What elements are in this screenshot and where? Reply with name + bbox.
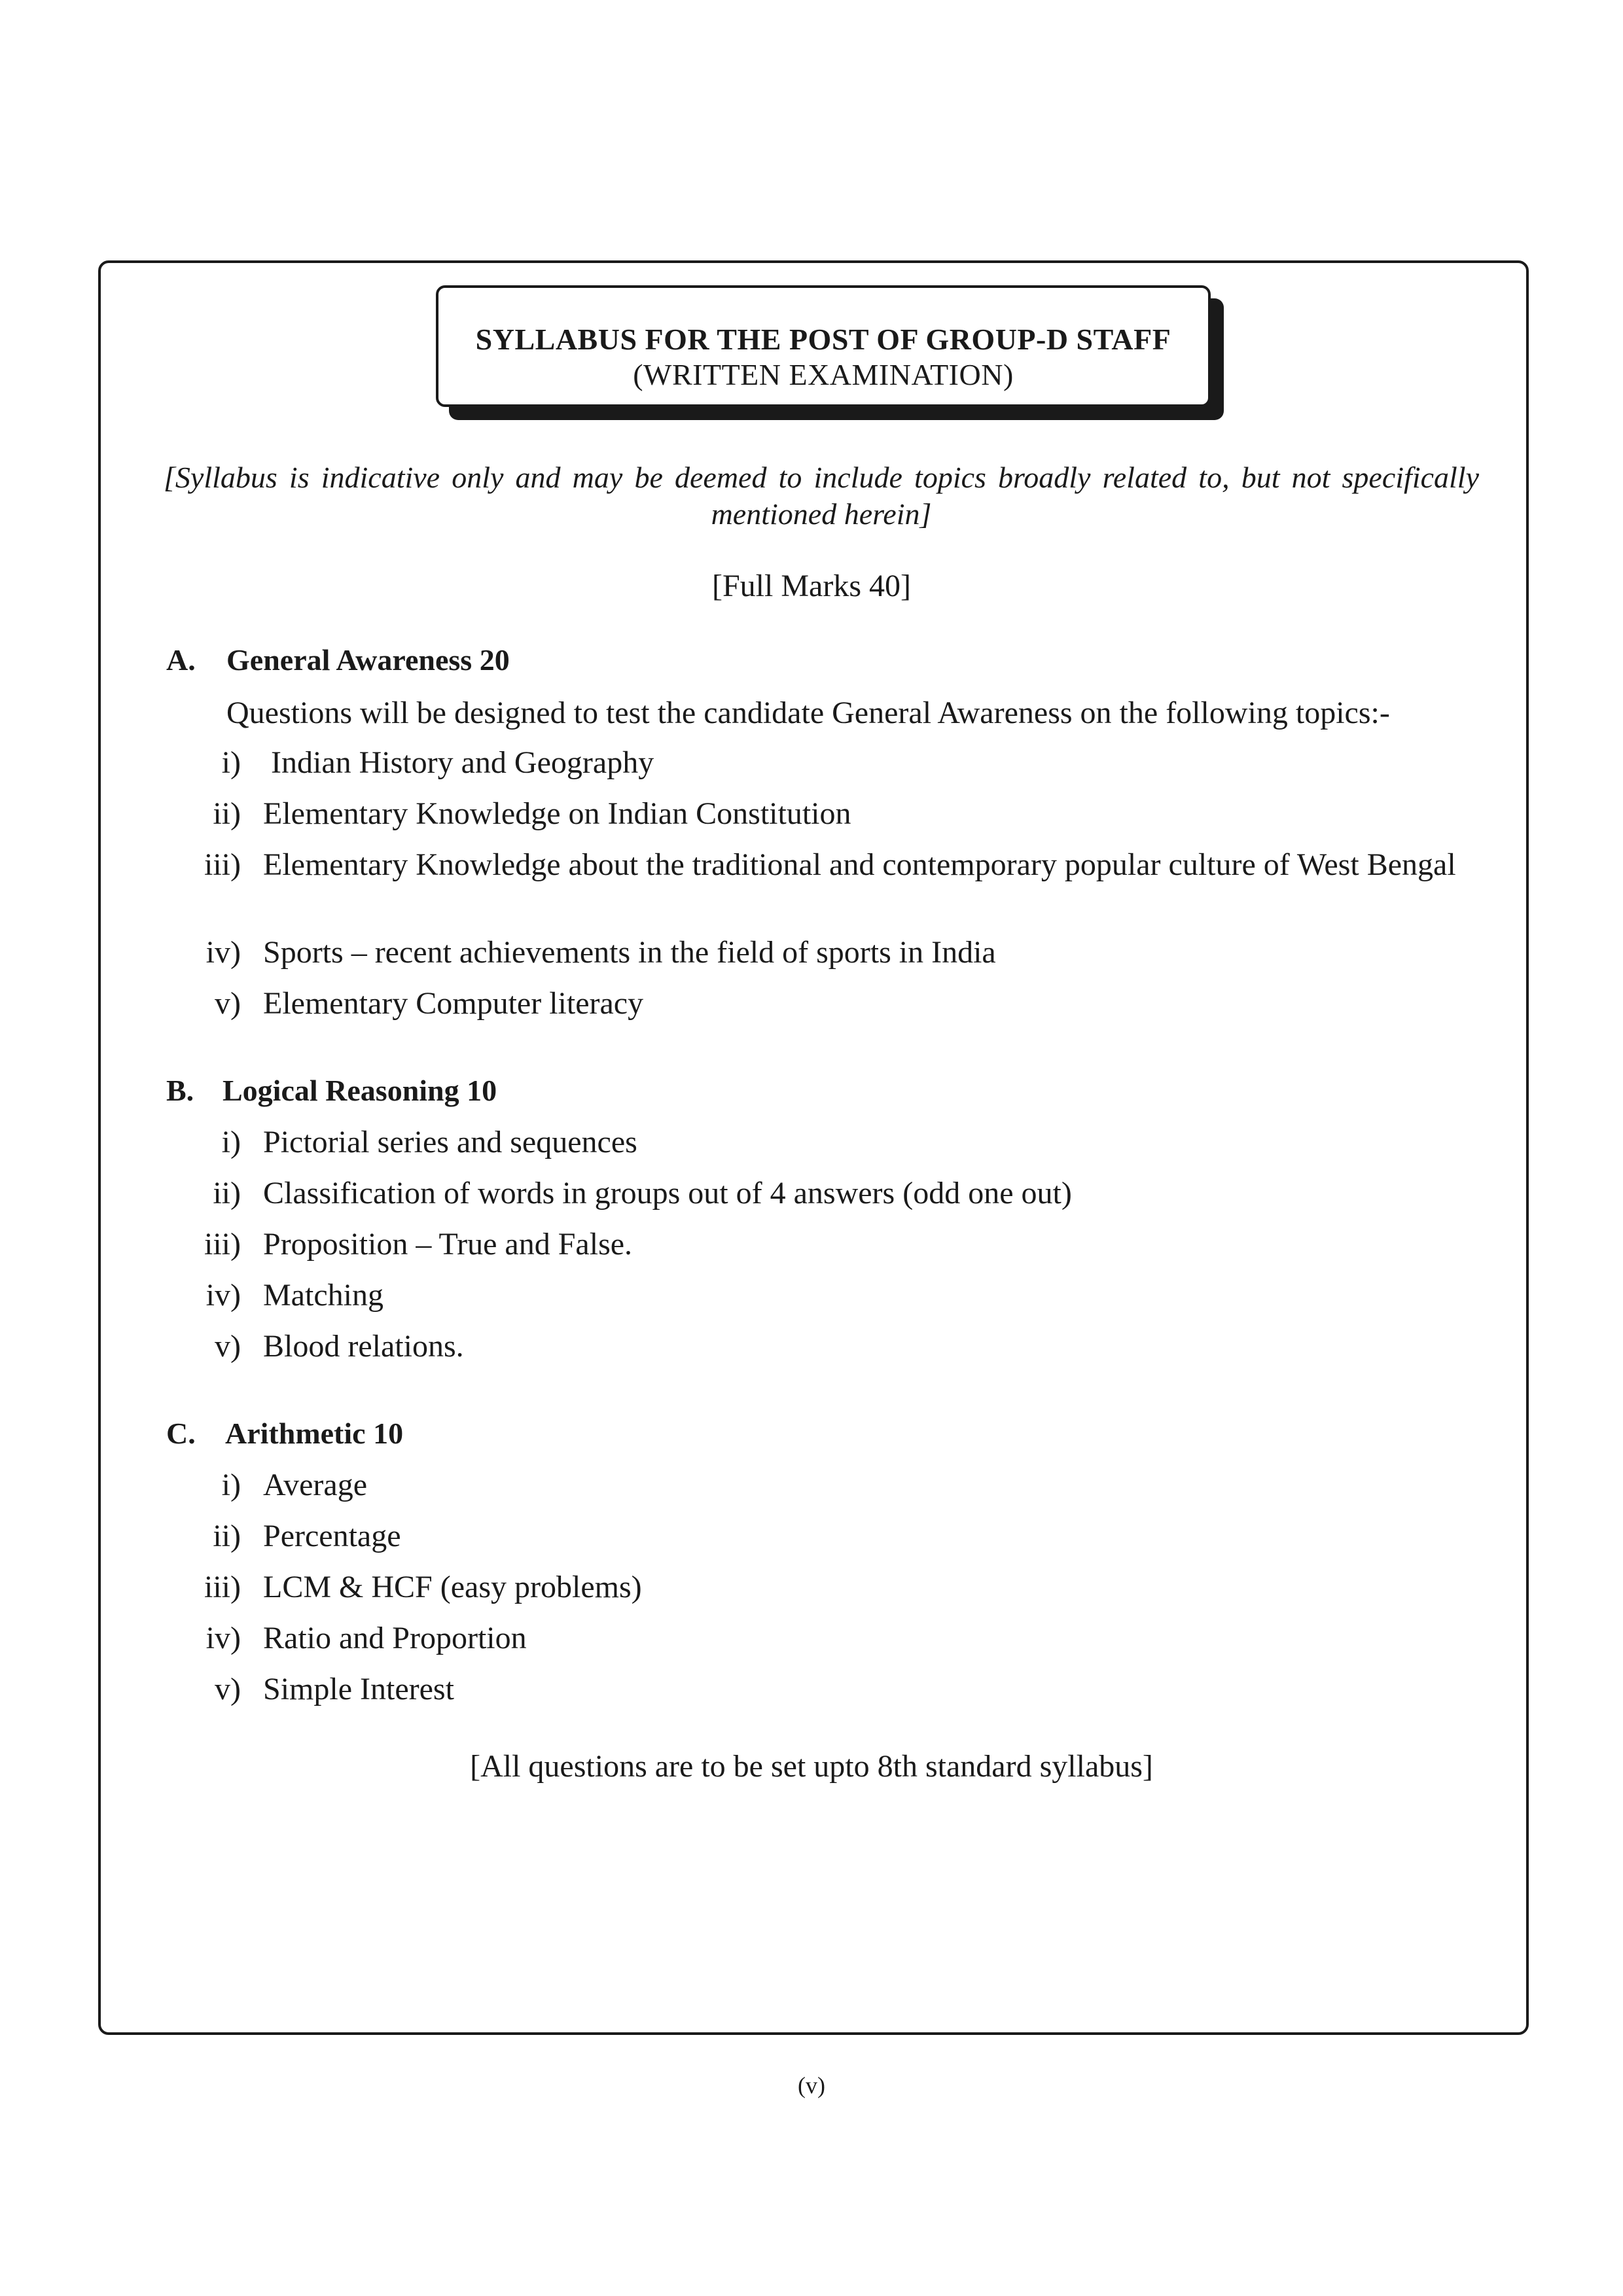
section-intro: Questions will be designed to test the candidate General Awareness on the following topics:-	[226, 696, 1390, 730]
list-item-text: Average	[263, 1468, 367, 1502]
list-item-text: Percentage	[263, 1519, 401, 1553]
section-letter: A.	[166, 643, 196, 677]
list-item-number: iii)	[204, 847, 241, 882]
page-subtitle: (WRITTEN EXAMINATION)	[633, 358, 1014, 391]
list-item-number: i)	[221, 1125, 241, 1159]
list-item-number: ii)	[213, 796, 241, 831]
list-item-number: i)	[221, 1468, 241, 1502]
footer-note: [All questions are to be set upto 8th standard syllabus]	[470, 1749, 1153, 1784]
list-item-number: ii)	[213, 1519, 241, 1553]
list-item-number: ii)	[213, 1176, 241, 1210]
list-item-number: v)	[215, 1329, 241, 1364]
list-item-text: Proposition – True and False.	[263, 1227, 633, 1262]
list-item-text: Elementary Knowledge on Indian Constitution	[263, 796, 851, 831]
section-title: Logical Reasoning 10	[223, 1074, 497, 1107]
section-title: Arithmetic 10	[225, 1417, 404, 1450]
list-item-text: Pictorial series and sequences	[263, 1125, 637, 1159]
section-letter: C.	[166, 1417, 196, 1450]
list-item-number: iv)	[205, 1621, 241, 1655]
list-item-text: Matching	[263, 1278, 383, 1313]
list-item-text: LCM & HCF (easy problems)	[263, 1570, 642, 1604]
section-heading-arithmetic	[166, 1416, 403, 1451]
list-item-number: v)	[215, 986, 241, 1021]
list-item-text: Indian History and Geography	[263, 745, 654, 780]
full-marks: [Full Marks 40]	[712, 569, 911, 603]
list-item-number: iii)	[204, 1227, 241, 1262]
list-item-number: v)	[215, 1672, 241, 1706]
list-item-text: Simple Interest	[263, 1672, 454, 1706]
title-box	[436, 285, 1224, 420]
list-item-number: i)	[221, 745, 241, 780]
list-item-text: Sports – recent achievements in the field of sports in India	[263, 935, 996, 970]
section-letter: B.	[166, 1074, 194, 1107]
page-title: SYLLABUS FOR THE POST OF GROUP-D STAFF	[475, 323, 1171, 356]
syllabus-note: [Syllabus is indicative only and may be deemed to include topics broadly related to, but not specifically mentioned herein]	[164, 461, 1479, 531]
page-number: (v)	[798, 2072, 825, 2098]
list-item-text: Classification of words in groups out of 4 answers (odd one out)	[263, 1176, 1072, 1210]
list-item-text: Elementary Computer literacy	[263, 986, 644, 1021]
title-box-panel	[436, 285, 1211, 407]
list-item-text: Elementary Knowledge about the traditional and contemporary popular culture of West Bengal	[263, 847, 1456, 882]
list-item-text: Ratio and Proportion	[263, 1621, 527, 1655]
list-item-number: iii)	[204, 1570, 241, 1604]
section-title: General Awareness 20	[226, 643, 510, 677]
section-heading-general-awareness	[166, 643, 510, 677]
list-item-number: iv)	[205, 935, 241, 970]
list-item-text: Blood relations.	[263, 1329, 464, 1364]
list-item-number: iv)	[205, 1278, 241, 1313]
section-heading-logical-reasoning	[166, 1073, 497, 1108]
